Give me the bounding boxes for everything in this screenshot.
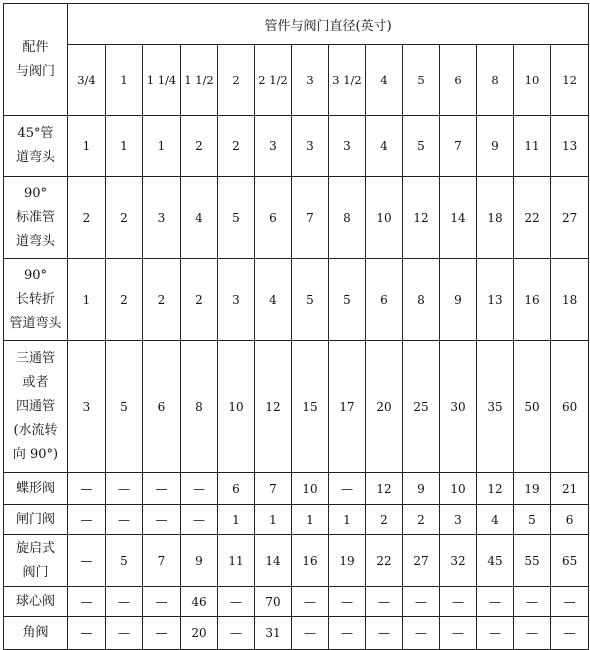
table-body bbox=[4, 116, 589, 650]
table-cell: 3 bbox=[255, 116, 292, 177]
table-cell: 13 bbox=[551, 116, 589, 177]
table-cell: — bbox=[143, 617, 181, 650]
table-cell: — bbox=[329, 617, 366, 650]
table-cell: — bbox=[551, 587, 589, 617]
diameter-column-header-row bbox=[4, 45, 589, 116]
table-cell: 9 bbox=[181, 535, 218, 587]
table-row bbox=[4, 535, 589, 587]
table-cell: 2 bbox=[68, 177, 106, 259]
table-cell: 5 bbox=[403, 116, 440, 177]
table-cell: 16 bbox=[514, 259, 551, 341]
table-cell: — bbox=[366, 617, 403, 650]
table-cell: — bbox=[143, 473, 181, 505]
table-cell: 11 bbox=[514, 116, 551, 177]
corner-header bbox=[4, 4, 68, 116]
table-row bbox=[4, 505, 589, 535]
table-cell: 1 bbox=[68, 116, 106, 177]
table-cell: — bbox=[477, 617, 514, 650]
corner-header-line2: 与阀门 bbox=[15, 63, 55, 79]
table-cell: — bbox=[68, 587, 106, 617]
fittings-equivalent-length-table bbox=[3, 3, 589, 650]
table-cell: — bbox=[366, 587, 403, 617]
table-cell: 12 bbox=[477, 473, 514, 505]
table-cell: 16 bbox=[292, 535, 329, 587]
table-cell: 1 bbox=[68, 259, 106, 341]
table-cell: — bbox=[514, 617, 551, 650]
row-label bbox=[4, 177, 68, 259]
row-label bbox=[4, 587, 68, 617]
table-cell: — bbox=[440, 587, 477, 617]
table-cell: 18 bbox=[551, 259, 589, 341]
table-cell: 5 bbox=[106, 341, 143, 473]
diameter-column-header: 10 bbox=[514, 45, 551, 116]
table-cell: 10 bbox=[440, 473, 477, 505]
table-cell: 27 bbox=[551, 177, 589, 259]
table-cell: 10 bbox=[292, 473, 329, 505]
row-label-line: 道弯头 bbox=[15, 150, 55, 165]
table-row bbox=[4, 116, 589, 177]
table-cell: 20 bbox=[181, 617, 218, 650]
table-cell: 10 bbox=[218, 341, 255, 473]
table-cell: 18 bbox=[477, 177, 514, 259]
row-label bbox=[4, 535, 68, 587]
table-cell: 30 bbox=[440, 341, 477, 473]
table-cell: — bbox=[440, 617, 477, 650]
row-label-line: 道弯头 bbox=[15, 233, 55, 249]
row-label-line: 四通管 bbox=[15, 398, 55, 414]
row-label-line: 长转折 bbox=[15, 291, 55, 307]
table-cell: — bbox=[218, 587, 255, 617]
diameter-column-header: 1 1/2 bbox=[181, 45, 218, 116]
table-row bbox=[4, 177, 589, 259]
diameter-column-header: 1 bbox=[106, 45, 143, 116]
table-cell: 8 bbox=[403, 259, 440, 341]
table-cell: 19 bbox=[514, 473, 551, 505]
table-cell: 9 bbox=[477, 116, 514, 177]
table-cell: 9 bbox=[440, 259, 477, 341]
table-cell: 3 bbox=[218, 259, 255, 341]
table-cell: 5 bbox=[218, 177, 255, 259]
table-cell: 55 bbox=[514, 535, 551, 587]
diameter-column-header: 3 bbox=[292, 45, 329, 116]
table-cell: 21 bbox=[551, 473, 589, 505]
table-cell: — bbox=[143, 505, 181, 535]
diameter-column-header: 8 bbox=[477, 45, 514, 116]
table-cell: 1 bbox=[143, 116, 181, 177]
corner-header-line1: 配件 bbox=[22, 39, 49, 55]
table-cell: — bbox=[106, 587, 143, 617]
table-cell: 8 bbox=[329, 177, 366, 259]
table-cell: — bbox=[106, 473, 143, 505]
table-cell: 15 bbox=[292, 341, 329, 473]
table-cell: 2 bbox=[218, 116, 255, 177]
table-cell: 14 bbox=[440, 177, 477, 259]
table-row bbox=[4, 473, 589, 505]
table-cell: 1 bbox=[329, 505, 366, 535]
row-label-line: 向 90°) bbox=[12, 446, 59, 462]
table-cell: 2 bbox=[403, 505, 440, 535]
table-cell: 60 bbox=[551, 341, 589, 473]
table-cell: 46 bbox=[181, 587, 218, 617]
table-cell: 32 bbox=[440, 535, 477, 587]
table-cell: — bbox=[68, 617, 106, 650]
table-row bbox=[4, 617, 589, 650]
row-label-line: 45°管 bbox=[17, 126, 54, 141]
table-cell: — bbox=[68, 473, 106, 505]
table-row bbox=[4, 341, 589, 473]
table-cell: 50 bbox=[514, 341, 551, 473]
row-label-line: (水流转 bbox=[13, 422, 58, 438]
row-label-line: 闸门阀 bbox=[15, 511, 55, 527]
table-cell: 2 bbox=[143, 259, 181, 341]
table-cell: 22 bbox=[366, 535, 403, 587]
row-label-line: 三通管 bbox=[15, 350, 55, 366]
table-cell: 5 bbox=[329, 259, 366, 341]
row-label-line: 标准管 bbox=[15, 209, 55, 225]
table-cell: — bbox=[329, 587, 366, 617]
diameter-column-header: 6 bbox=[440, 45, 477, 116]
row-label bbox=[4, 259, 68, 341]
table-cell: 5 bbox=[292, 259, 329, 341]
diameter-column-header: 3/4 bbox=[68, 45, 106, 116]
table-cell: — bbox=[551, 617, 589, 650]
table-cell: 25 bbox=[403, 341, 440, 473]
diameter-column-header: 1 1/4 bbox=[143, 45, 181, 116]
table-cell: 4 bbox=[477, 505, 514, 535]
table-cell: 13 bbox=[477, 259, 514, 341]
row-label bbox=[4, 505, 68, 535]
table-cell: 6 bbox=[366, 259, 403, 341]
table-cell: 1 bbox=[106, 116, 143, 177]
table-row bbox=[4, 587, 589, 617]
table-cell: 70 bbox=[255, 587, 292, 617]
table-cell: 45 bbox=[477, 535, 514, 587]
row-label-line: 或者 bbox=[22, 374, 49, 390]
table-cell: 7 bbox=[143, 535, 181, 587]
row-label-line: 角阀 bbox=[22, 625, 49, 640]
table-cell: 5 bbox=[106, 535, 143, 587]
table-cell: 65 bbox=[551, 535, 589, 587]
table-cell: 10 bbox=[366, 177, 403, 259]
table-cell: — bbox=[477, 587, 514, 617]
table-cell: — bbox=[143, 587, 181, 617]
table-cell: 5 bbox=[514, 505, 551, 535]
table-cell: 1 bbox=[292, 505, 329, 535]
table-cell: 4 bbox=[181, 177, 218, 259]
table-cell: 1 bbox=[218, 505, 255, 535]
table-row bbox=[4, 259, 589, 341]
table-cell: 3 bbox=[68, 341, 106, 473]
row-label bbox=[4, 473, 68, 505]
table-cell: 2 bbox=[366, 505, 403, 535]
table-cell: 12 bbox=[255, 341, 292, 473]
table-cell: 7 bbox=[292, 177, 329, 259]
table-cell: 6 bbox=[255, 177, 292, 259]
diameter-column-header: 2 bbox=[218, 45, 255, 116]
table-cell: 3 bbox=[143, 177, 181, 259]
table-cell: 6 bbox=[143, 341, 181, 473]
table-cell: 27 bbox=[403, 535, 440, 587]
diameter-column-header: 2 1/2 bbox=[255, 45, 292, 116]
table-cell: 3 bbox=[292, 116, 329, 177]
table-cell: 20 bbox=[366, 341, 403, 473]
table-cell: 12 bbox=[403, 177, 440, 259]
table-cell: — bbox=[106, 617, 143, 650]
table-cell: 7 bbox=[255, 473, 292, 505]
table-cell: 2 bbox=[106, 259, 143, 341]
table-cell: 35 bbox=[477, 341, 514, 473]
table-cell: — bbox=[292, 587, 329, 617]
diameter-column-header: 3 1/2 bbox=[329, 45, 366, 116]
table-cell: 11 bbox=[218, 535, 255, 587]
diameter-column-header: 4 bbox=[366, 45, 403, 116]
table-cell: 3 bbox=[329, 116, 366, 177]
table-cell: — bbox=[218, 617, 255, 650]
row-label-line: 球心阀 bbox=[15, 593, 55, 609]
table-cell: 17 bbox=[329, 341, 366, 473]
table-cell: — bbox=[181, 505, 218, 535]
table-cell: 4 bbox=[366, 116, 403, 177]
table-cell: 22 bbox=[514, 177, 551, 259]
diameter-column-header: 12 bbox=[551, 45, 589, 116]
table-cell: 8 bbox=[181, 341, 218, 473]
table-cell: 4 bbox=[255, 259, 292, 341]
table-cell: — bbox=[181, 473, 218, 505]
table-cell: — bbox=[329, 473, 366, 505]
table-cell: 1 bbox=[255, 505, 292, 535]
row-label-line: 管道弯头 bbox=[9, 315, 62, 331]
row-label-line: 90° bbox=[23, 267, 48, 283]
table-cell: — bbox=[292, 617, 329, 650]
table-cell: 2 bbox=[181, 116, 218, 177]
diameter-column-header: 5 bbox=[403, 45, 440, 116]
diameter-group-header: 管件与阀门直径(英寸) bbox=[68, 4, 589, 45]
table-cell: — bbox=[68, 505, 106, 535]
table-cell: — bbox=[106, 505, 143, 535]
row-label bbox=[4, 341, 68, 473]
table-cell: 9 bbox=[403, 473, 440, 505]
table-cell: — bbox=[403, 587, 440, 617]
row-label bbox=[4, 617, 68, 650]
table-cell: 6 bbox=[218, 473, 255, 505]
table-cell: — bbox=[514, 587, 551, 617]
row-label-line: 旋启式 bbox=[15, 540, 55, 556]
table-cell: 12 bbox=[366, 473, 403, 505]
table-cell: 19 bbox=[329, 535, 366, 587]
table-cell: — bbox=[403, 617, 440, 650]
table-cell: — bbox=[68, 535, 106, 587]
table-cell: 7 bbox=[440, 116, 477, 177]
table-cell: 2 bbox=[106, 177, 143, 259]
row-label-line: 阀门 bbox=[22, 564, 49, 580]
row-label-line: 蝶形阀 bbox=[15, 480, 55, 496]
table-cell: 6 bbox=[551, 505, 589, 535]
table-cell: 31 bbox=[255, 617, 292, 650]
table-cell: 14 bbox=[255, 535, 292, 587]
table-cell: 3 bbox=[440, 505, 477, 535]
table-cell: 2 bbox=[181, 259, 218, 341]
row-label bbox=[4, 116, 68, 177]
row-label-line: 90° bbox=[23, 185, 48, 201]
